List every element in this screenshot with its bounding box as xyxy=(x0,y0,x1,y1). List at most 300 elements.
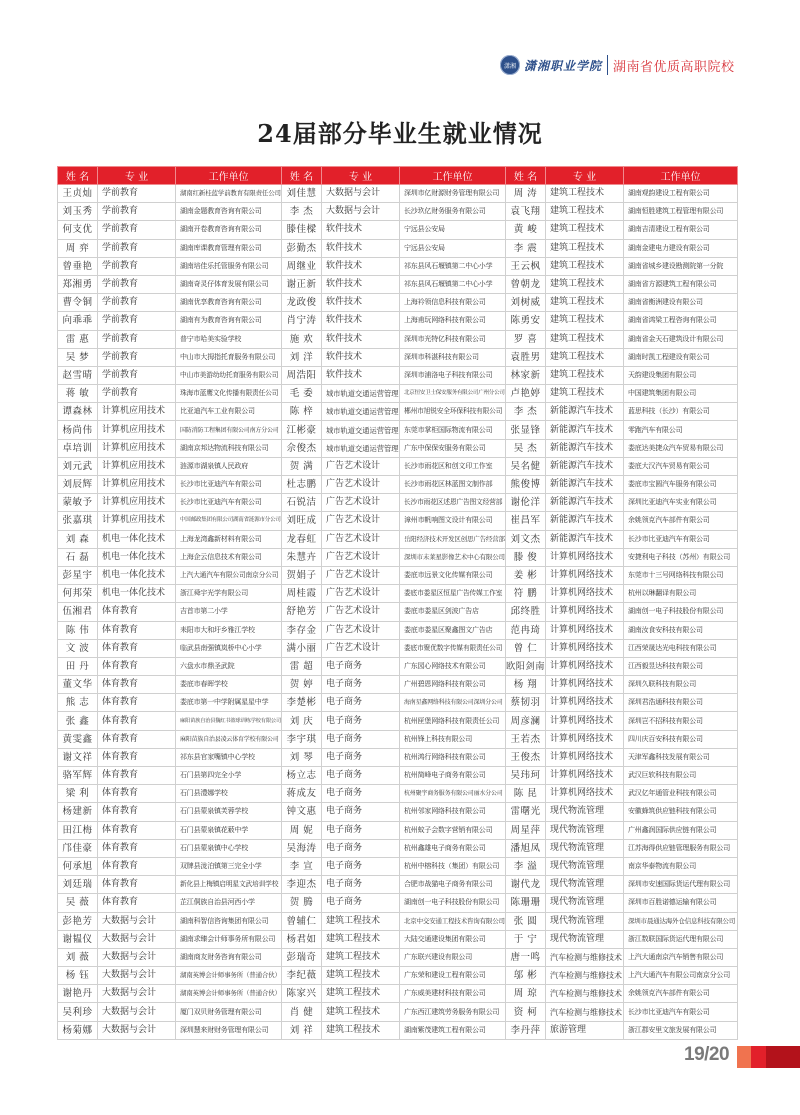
cell-major: 计算机网络技术 xyxy=(546,585,624,603)
cell-name: 李 震 xyxy=(506,239,546,257)
table-row xyxy=(58,366,738,384)
cell-name: 熊 志 xyxy=(58,694,98,712)
cell-name: 李 溢 xyxy=(506,857,546,875)
cell-name: 刘 森 xyxy=(58,530,98,548)
cell-major: 体育教育 xyxy=(98,839,176,857)
cell-employer: 杭州简峰电子商务有限公司 xyxy=(400,767,506,785)
cell-name: 刘文杰 xyxy=(506,530,546,548)
cell-name: 李 宣 xyxy=(282,857,322,875)
cell-employer: 湖南库课教育管理有限公司 xyxy=(176,239,282,257)
cell-major: 计算机网络技术 xyxy=(546,767,624,785)
cell-employer: 余姚领克汽车部件有限公司 xyxy=(624,985,738,1003)
cell-name: 李楚彬 xyxy=(282,694,322,712)
cell-employer: 石门县澧娜学校 xyxy=(176,785,282,803)
table-row xyxy=(58,930,738,948)
cell-major: 建筑工程技术 xyxy=(546,330,624,348)
cell-major: 大数据与会计 xyxy=(98,912,176,930)
cell-major: 广告艺术设计 xyxy=(322,512,400,530)
table-row xyxy=(58,439,738,457)
cell-major: 体育教育 xyxy=(98,712,176,730)
cell-employer: 祁东县官家嘴镇中心学校 xyxy=(176,748,282,766)
cell-name: 唐一鸣 xyxy=(506,948,546,966)
cell-employer: 吉首市第二小学 xyxy=(176,603,282,621)
cell-employer: 杭州聚宇商务服务有限公司丽水分公司 xyxy=(400,785,506,803)
cell-employer: 中国建筑集团有限公司 xyxy=(624,385,738,403)
cell-major: 体育教育 xyxy=(98,676,176,694)
cell-major: 体育教育 xyxy=(98,876,176,894)
cell-major: 计算机应用技术 xyxy=(98,403,176,421)
cell-name: 曾垂艳 xyxy=(58,257,98,275)
cell-name: 贺 满 xyxy=(282,457,322,475)
cell-employer: 石门县第四完全小学 xyxy=(176,767,282,785)
cell-employer: 蓝思科技（长沙）有限公司 xyxy=(624,403,738,421)
cell-employer: 浙江郡安里文旅发展有限公司 xyxy=(624,1021,738,1039)
cell-major: 体育教育 xyxy=(98,785,176,803)
table-row xyxy=(58,894,738,912)
table-row xyxy=(58,548,738,566)
cell-major: 广告艺术设计 xyxy=(322,530,400,548)
table-row xyxy=(58,748,738,766)
cell-employer: 广东西江建筑劳务服务有限公司 xyxy=(400,1003,506,1021)
table-row xyxy=(58,857,738,875)
table-row xyxy=(58,185,738,203)
cell-employer: 湖南恒胜建筑工程管理有限公司 xyxy=(624,203,738,221)
cell-major: 大数据与会计 xyxy=(322,185,400,203)
cell-name: 田 丹 xyxy=(58,657,98,675)
cell-name: 吴 梦 xyxy=(58,348,98,366)
cell-employer: 安捷利电子科技（苏州）有限公司 xyxy=(624,548,738,566)
cell-major: 建筑工程技术 xyxy=(322,930,400,948)
cell-major: 城市轨道交通运营管理 xyxy=(322,421,400,439)
cell-name: 谢韫仪 xyxy=(58,930,98,948)
cell-name: 向乖乖 xyxy=(58,312,98,330)
cell-employer: 深圳久联科技有限公司 xyxy=(624,676,738,694)
cell-employer: 临武县南强镇岚桥中心小学 xyxy=(176,639,282,657)
cell-employer: 江苏海得供应链管理服务有限公司 xyxy=(624,839,738,857)
cell-name: 陈珊珊 xyxy=(506,894,546,912)
cell-major: 新能源汽车技术 xyxy=(546,421,624,439)
cell-employer: 深圳君浩通科技有限公司 xyxy=(624,694,738,712)
cell-major: 新能源汽车技术 xyxy=(546,512,624,530)
cell-name: 曹令铜 xyxy=(58,294,98,312)
cell-employer: 杭州匣堡网络科技有限责任公司 xyxy=(400,712,506,730)
cell-employer: 娄底达美捷众汽车贸易有限公司 xyxy=(624,439,738,457)
cell-major: 广告艺术设计 xyxy=(322,621,400,639)
cell-employer: 宁远县公安局 xyxy=(400,239,506,257)
table-row xyxy=(58,657,738,675)
cell-major: 体育教育 xyxy=(98,894,176,912)
cell-name: 吴名健 xyxy=(506,457,546,475)
table-header-row xyxy=(58,167,738,185)
cell-major: 汽车检测与维修技术 xyxy=(546,967,624,985)
cell-name: 黄雯鑫 xyxy=(58,730,98,748)
cell-employer: 湖南优享教育咨询有限公司 xyxy=(176,294,282,312)
cell-name: 卓培训 xyxy=(58,439,98,457)
cell-employer: 零跑汽车有限公司 xyxy=(624,421,738,439)
cell-major: 体育教育 xyxy=(98,657,176,675)
cell-major: 电子商务 xyxy=(322,694,400,712)
cell-major: 现代物流管理 xyxy=(546,803,624,821)
table-row xyxy=(58,457,738,475)
cell-name: 袁飞翔 xyxy=(506,203,546,221)
cell-name: 陈 伟 xyxy=(58,621,98,639)
cell-major: 机电一体化技术 xyxy=(98,566,176,584)
cell-employer: 江西毅昱达科技有限公司 xyxy=(624,657,738,675)
school-name: 潇湘职业学院 xyxy=(524,58,603,73)
cell-employer: 湖南有为教育咨询有限公司 xyxy=(176,312,282,330)
cell-name: 周桂霞 xyxy=(282,585,322,603)
cell-name: 曾 仁 xyxy=(506,639,546,657)
table-row xyxy=(58,512,738,530)
footer-bar-dark xyxy=(766,1046,800,1068)
cell-name: 李 杰 xyxy=(282,203,322,221)
cell-name: 杨建新 xyxy=(58,803,98,821)
cell-major: 大数据与会计 xyxy=(322,203,400,221)
cell-employer: 涟源市湖泉镇人民政府 xyxy=(176,457,282,475)
cell-name: 邝佳豪 xyxy=(58,839,98,857)
cell-name: 杨 钰 xyxy=(58,967,98,985)
cell-name: 田江梅 xyxy=(58,821,98,839)
cell-employer: 湖南省城乡建设勘测院第一分院 xyxy=(624,257,738,275)
table-row xyxy=(58,712,738,730)
cell-name: 刘 薇 xyxy=(58,948,98,966)
cell-name: 袁胜男 xyxy=(506,348,546,366)
cell-employer: 双牌县泷泊镇第三完全小学 xyxy=(176,857,282,875)
cell-employer: 大陆交通建设集团有限公司 xyxy=(400,930,506,948)
cell-name: 李丹萍 xyxy=(506,1021,546,1039)
cell-major: 电子商务 xyxy=(322,676,400,694)
table-row xyxy=(58,403,738,421)
cell-major: 广告艺术设计 xyxy=(322,457,400,475)
cell-employer: 长沙玖亿财务服务有限公司 xyxy=(400,203,506,221)
cell-employer: 上汽大通南京汽车销售有限公司 xyxy=(624,948,738,966)
table-row xyxy=(58,275,738,293)
cell-employer: 广东中保保安服务有限公司 xyxy=(400,439,506,457)
cell-major: 机电一体化技术 xyxy=(98,530,176,548)
cell-major: 建筑工程技术 xyxy=(546,294,624,312)
cell-employer: 杭州邻家网络科技有限公司 xyxy=(400,803,506,821)
cell-employer: 深圳市亿财源财务管理有限公司 xyxy=(400,185,506,203)
cell-employer: 余姚领克汽车部件有限公司 xyxy=(624,512,738,530)
page-number: 19/20 xyxy=(684,1044,730,1065)
cell-employer: 中国邮政集团有限公司湖南省涟源市分公司 xyxy=(176,512,282,530)
cell-name: 李 杰 xyxy=(506,403,546,421)
cell-name: 蔡韧羽 xyxy=(506,694,546,712)
cell-employer: 浙江数联国际货运代理有限公司 xyxy=(624,930,738,948)
cell-employer: 深圳市未莱星影像艺术中心有限公司 xyxy=(400,548,506,566)
header-employer: 工作单位 xyxy=(176,167,282,185)
cell-employer: 天津军鑫科技发展有限公司 xyxy=(624,748,738,766)
cell-name: 彭艳芳 xyxy=(58,912,98,930)
cell-major: 体育教育 xyxy=(98,730,176,748)
cell-major: 计算机网络技术 xyxy=(546,548,624,566)
cell-major: 学前教育 xyxy=(98,239,176,257)
cell-employer: 长沙市比亚迪汽车有限公司 xyxy=(624,1003,738,1021)
table-row xyxy=(58,803,738,821)
cell-employer: 湖南省衡洲建设有限公司 xyxy=(624,294,738,312)
cell-major: 软件技术 xyxy=(322,348,400,366)
cell-employer: 四川庆百安科技有限公司 xyxy=(624,730,738,748)
table-row xyxy=(58,1003,738,1021)
cell-name: 肖宁涛 xyxy=(282,312,322,330)
cell-employer: 湖南金题教育咨询有限公司 xyxy=(176,203,282,221)
table-row xyxy=(58,257,738,275)
cell-employer: 杭州鸿行网络科技有限公司 xyxy=(400,748,506,766)
table-row xyxy=(58,985,738,1003)
cell-major: 电子商务 xyxy=(322,821,400,839)
cell-major: 电子商务 xyxy=(322,767,400,785)
cell-name: 石锐洁 xyxy=(282,494,322,512)
table-row xyxy=(58,639,738,657)
cell-employer: 岳阳经济技术开发区创思广告经营部 xyxy=(400,530,506,548)
table-row xyxy=(58,694,738,712)
cell-employer: 长沙市雨花区林蓝图文制作部 xyxy=(400,476,506,494)
cell-name: 卢艳婷 xyxy=(506,385,546,403)
cell-major: 建筑工程技术 xyxy=(546,203,624,221)
cell-employer: 娄底市娄星区聚鑫图文广告店 xyxy=(400,621,506,639)
cell-major: 体育教育 xyxy=(98,767,176,785)
cell-name: 谢艳丹 xyxy=(58,985,98,1003)
cell-major: 计算机应用技术 xyxy=(98,457,176,475)
cell-major: 软件技术 xyxy=(322,330,400,348)
cell-employer: 深圳市科湛科技有限公司 xyxy=(400,348,506,366)
cell-name: 吴玮珂 xyxy=(506,767,546,785)
cell-name: 崔昌军 xyxy=(506,512,546,530)
cell-employer: 湖南奇灵仔体育发展有限公司 xyxy=(176,275,282,293)
cell-name: 吴 薇 xyxy=(58,894,98,912)
cell-major: 体育教育 xyxy=(98,621,176,639)
cell-employer: 深圳市浦洛电子科技有限公司 xyxy=(400,366,506,384)
cell-employer: 湖南求臻会计师事务所有限公司 xyxy=(176,930,282,948)
cell-employer: 湖南金建电力建设有限公司 xyxy=(624,239,738,257)
cell-employer: 湖南商友财务咨询有限公司 xyxy=(176,948,282,966)
cell-employer: 珠海市蓝鹰文化传播有限责任公司 xyxy=(176,385,282,403)
cell-name: 刘玉秀 xyxy=(58,203,98,221)
cell-major: 体育教育 xyxy=(98,857,176,875)
cell-name: 杨君如 xyxy=(282,930,322,948)
cell-major: 电子商务 xyxy=(322,712,400,730)
cell-major: 新能源汽车技术 xyxy=(546,439,624,457)
cell-name: 周彦澜 xyxy=(506,712,546,730)
cell-employer: 湖南省金天石建筑设计有限公司 xyxy=(624,330,738,348)
cell-major: 现代物流管理 xyxy=(546,930,624,948)
cell-employer: 比亚迪汽车工业有限公司 xyxy=(176,403,282,421)
cell-major: 建筑工程技术 xyxy=(322,948,400,966)
cell-employer: 武汉亿年通管业科技有限公司 xyxy=(624,785,738,803)
cell-employer: 湖南观韵建设工程有限公司 xyxy=(624,185,738,203)
cell-name: 黄 峻 xyxy=(506,221,546,239)
cell-employer: 国防消防工程集团有限公司南方分公司 xyxy=(176,421,282,439)
cell-name: 王俊杰 xyxy=(506,748,546,766)
cell-name: 何承旭 xyxy=(58,857,98,875)
table-row xyxy=(58,221,738,239)
cell-name: 陈勇安 xyxy=(506,312,546,330)
cell-name: 曾辅仁 xyxy=(282,912,322,930)
emblem-text: 潇湘 xyxy=(503,62,516,70)
cell-name: 周 弈 xyxy=(58,239,98,257)
cell-major: 学前教育 xyxy=(98,330,176,348)
cell-major: 大数据与会计 xyxy=(98,948,176,966)
cell-major: 计算机应用技术 xyxy=(98,421,176,439)
header-employer: 工作单位 xyxy=(400,167,506,185)
cell-name: 刘元武 xyxy=(58,457,98,475)
cell-name: 王云枫 xyxy=(506,257,546,275)
cell-major: 新能源汽车技术 xyxy=(546,403,624,421)
cell-employer: 合肥市战猫电子商务有限公司 xyxy=(400,876,506,894)
cell-name: 施 欢 xyxy=(282,330,322,348)
footer-bar-light xyxy=(737,1046,751,1068)
cell-employer: 湖南省鸿梁工程咨询有限公司 xyxy=(624,312,738,330)
cell-name: 杜志鹏 xyxy=(282,476,322,494)
cell-employer: 娄底大汉汽车贸易有限公司 xyxy=(624,457,738,475)
cell-major: 计算机网络技术 xyxy=(546,785,624,803)
cell-major: 大数据与会计 xyxy=(98,985,176,1003)
cell-major: 旅游管理 xyxy=(546,1021,624,1039)
cell-name: 杨菊娜 xyxy=(58,1021,98,1039)
cell-name: 梁 利 xyxy=(58,785,98,803)
cell-name: 罗 喜 xyxy=(506,330,546,348)
cell-employer: 六盘水市鼎圣武院 xyxy=(176,657,282,675)
cell-major: 城市轨道交通运营管理 xyxy=(322,439,400,457)
cell-name: 陈 梓 xyxy=(282,403,322,421)
cell-name: 龙政俊 xyxy=(282,294,322,312)
table-row xyxy=(58,330,738,348)
cell-major: 建筑工程技术 xyxy=(546,312,624,330)
cell-name: 赵雪晴 xyxy=(58,366,98,384)
cell-major: 计算机网络技术 xyxy=(546,676,624,694)
cell-employer: 湖南英博会计师事务所（普通合伙） xyxy=(176,985,282,1003)
cell-major: 广告艺术设计 xyxy=(322,476,400,494)
cell-employer: 漳州市帆响图文设计有限公司 xyxy=(400,512,506,530)
employment-table xyxy=(57,166,738,1040)
cell-name: 雷 惠 xyxy=(58,330,98,348)
cell-major: 计算机应用技术 xyxy=(98,512,176,530)
cell-employer: 芷江侗族自治县河西小学 xyxy=(176,894,282,912)
cell-employer: 娄底市娄星区剑波广告店 xyxy=(400,603,506,621)
table-row xyxy=(58,312,738,330)
cell-employer: 湖南创一电子科技股份有限公司 xyxy=(624,603,738,621)
cell-employer: 深圳市安速国际货运代理有限公司 xyxy=(624,876,738,894)
cell-major: 广告艺术设计 xyxy=(322,639,400,657)
cell-major: 电子商务 xyxy=(322,730,400,748)
table-row xyxy=(58,530,738,548)
cell-employer: 娄底市第一中学附属星星中学 xyxy=(176,694,282,712)
table-row xyxy=(58,203,738,221)
cell-major: 建筑工程技术 xyxy=(546,239,624,257)
cell-name: 谭森林 xyxy=(58,403,98,421)
cell-major: 建筑工程技术 xyxy=(546,366,624,384)
cell-employer: 娄底市聚优数字传媒有限责任公司 xyxy=(400,639,506,657)
cell-major: 建筑工程技术 xyxy=(322,912,400,930)
cell-employer: 石门县蒙泉镇花薮中学 xyxy=(176,821,282,839)
cell-employer: 中山市美游幼幼托育服务有限公司 xyxy=(176,366,282,384)
header-major: 专 业 xyxy=(322,167,400,185)
cell-employer: 长沙市雨花区和创文印工作室 xyxy=(400,457,506,475)
cell-major: 大数据与会计 xyxy=(98,930,176,948)
cell-major: 新能源汽车技术 xyxy=(546,457,624,475)
cell-name: 潘旭凤 xyxy=(506,839,546,857)
cell-major: 学前教育 xyxy=(98,366,176,384)
cell-name: 刘 庆 xyxy=(282,712,322,730)
cell-name: 欧阳剑南 xyxy=(506,657,546,675)
cell-name: 曾朝龙 xyxy=(506,275,546,293)
cell-employer: 深圳市晨通达海外仓信息科技有限公司 xyxy=(624,912,738,930)
cell-name: 邬 彬 xyxy=(506,967,546,985)
cell-major: 大数据与会计 xyxy=(98,967,176,985)
cell-name: 谢代龙 xyxy=(506,876,546,894)
cell-major: 计算机应用技术 xyxy=(98,494,176,512)
header-major: 专 业 xyxy=(546,167,624,185)
table-row xyxy=(58,494,738,512)
table-row xyxy=(58,621,738,639)
cell-major: 电子商务 xyxy=(322,803,400,821)
cell-employer: 湖南红新桂蓝学前教育有限责任公司 xyxy=(176,185,282,203)
cell-major: 学前教育 xyxy=(98,275,176,293)
table-row xyxy=(58,348,738,366)
cell-name: 肖 健 xyxy=(282,1003,322,1021)
cell-major: 建筑工程技术 xyxy=(546,385,624,403)
cell-name: 贺 腾 xyxy=(282,894,322,912)
cell-major: 计算机网络技术 xyxy=(546,712,624,730)
cell-name: 蒋 敏 xyxy=(58,385,98,403)
cell-name: 李存金 xyxy=(282,621,322,639)
cell-major: 体育教育 xyxy=(98,603,176,621)
cell-employer: 厦门双贝财务管理有限公司 xyxy=(176,1003,282,1021)
cell-major: 学前教育 xyxy=(98,257,176,275)
cell-employer: 湖南开卷教育咨询有限公司 xyxy=(176,221,282,239)
cell-major: 现代物流管理 xyxy=(546,894,624,912)
cell-name: 朱慧卉 xyxy=(282,548,322,566)
cell-major: 计算机网络技术 xyxy=(546,566,624,584)
cell-major: 学前教育 xyxy=(98,312,176,330)
cell-name: 董文华 xyxy=(58,676,98,694)
cell-major: 建筑工程技术 xyxy=(322,967,400,985)
cell-employer: 石门县蒙泉镇芙蓉学校 xyxy=(176,803,282,821)
cell-major: 软件技术 xyxy=(322,275,400,293)
page-title: 24届部分毕业生就业情况 xyxy=(257,119,543,148)
cell-name: 刘廷瑞 xyxy=(58,876,98,894)
table-row xyxy=(58,421,738,439)
table-row xyxy=(58,603,738,621)
cell-employer: 上海甫玩网络科技有限公司 xyxy=(400,312,506,330)
cell-name: 毛 委 xyxy=(282,385,322,403)
cell-name: 李迎杰 xyxy=(282,876,322,894)
cell-employer: 南京华泰物流有限公司 xyxy=(624,857,738,875)
cell-employer: 湖南创一电子科技股份有限公司 xyxy=(400,894,506,912)
cell-employer: 湖南汝食安科技有限公司 xyxy=(624,621,738,639)
cell-employer: 深圳比亚迪汽车实业有限公司 xyxy=(624,494,738,512)
cell-name: 王贞灿 xyxy=(58,185,98,203)
cell-employer: 湖南英博会计师事务所（普通合伙） xyxy=(176,967,282,985)
header-name: 姓 名 xyxy=(58,167,98,185)
cell-name: 刘佳慧 xyxy=(282,185,322,203)
cell-name: 刘辰辉 xyxy=(58,476,98,494)
cell-name: 满小丽 xyxy=(282,639,322,657)
cell-name: 龙春虹 xyxy=(282,530,322,548)
cell-employer: 普宁市哈美实验学校 xyxy=(176,330,282,348)
cell-name: 彭瑞奇 xyxy=(282,948,322,966)
cell-name: 资 柯 xyxy=(506,1003,546,1021)
cell-name: 刘旺成 xyxy=(282,512,322,530)
cell-name: 周浩阳 xyxy=(282,366,322,384)
cell-employer: 长沙市比亚迪汽车有限公司 xyxy=(624,530,738,548)
cell-major: 电子商务 xyxy=(322,839,400,857)
cell-major: 计算机网络技术 xyxy=(546,748,624,766)
cell-employer: 广州碧恩网络科技有限公司 xyxy=(400,676,506,694)
cell-major: 软件技术 xyxy=(322,366,400,384)
cell-major: 体育教育 xyxy=(98,803,176,821)
cell-employer: 麻阳苗族自治县魏红书篮球训练学校有限公司 xyxy=(176,712,282,730)
